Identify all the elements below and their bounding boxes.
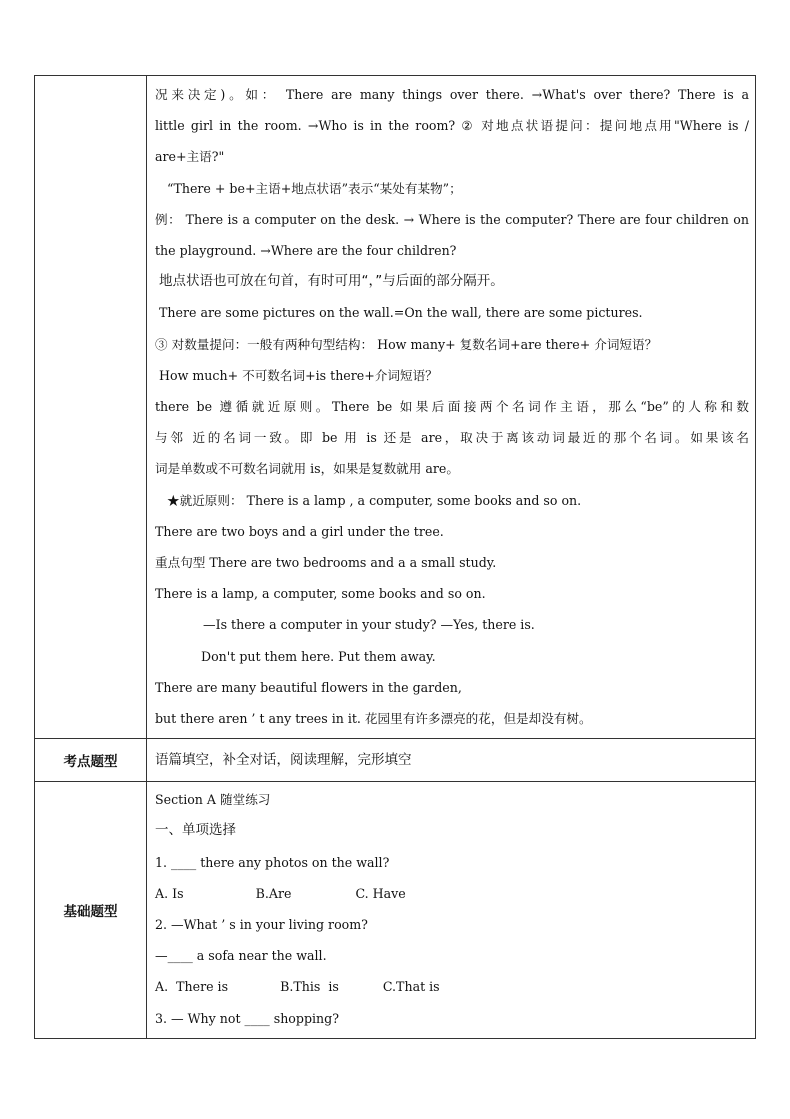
text-line: the playground. →Where are the four children? (155, 243, 457, 259)
grammar-notes-cell (147, 76, 756, 739)
text-line: There are some pictures on the wall.=On the wall, there are some pictures. (159, 305, 643, 321)
text-line: 例： There is a computer on the desk. → Where is the computer? There are four children on (155, 211, 749, 227)
exam-types-cell (147, 739, 756, 782)
text-line: 词是单数或不可数名词就用 is，如果是复数就用 are。 (155, 461, 459, 477)
table-row-exam-types (35, 739, 756, 782)
text-line: There are two boys and a girl under the tree. (155, 523, 444, 539)
options-line: A. There is B.This is C.That is (155, 979, 440, 995)
question-line: 3. — Why not ____ shopping? (155, 1010, 339, 1026)
lesson-plan-table (34, 75, 756, 1039)
section-heading: Section A 随堂练习 (155, 792, 271, 808)
options-line: A. Is B.Are C. Have (155, 885, 406, 901)
question-line: 1. ____ there any photos on the wall? (155, 854, 390, 870)
text-line: Don't put them here. Put them away. (201, 648, 436, 664)
table-row-basic-questions (35, 782, 756, 1039)
text-line: 况来决定)。如： There are many things over there. →What's over there? There is a (155, 87, 749, 102)
row-label-empty (35, 76, 147, 739)
text-line: 与邻 近的名词一致。即 be 用 is 还是 are，取决于离该动词最近的那个名词。如果该名 (155, 430, 749, 446)
question-line: —____ a sofa near the wall. (155, 948, 327, 964)
text-line: “There + be+主语+地点状语”表示“某处有某物”； (167, 180, 462, 196)
text-line: There are many beautiful flowers in the garden, (155, 679, 462, 695)
subsection-heading: 一、单项选择 (155, 822, 236, 839)
text-line: —Is there a computer in your study? —Yes, there is. (203, 617, 535, 633)
text-line: are+主语?" (155, 149, 225, 165)
table-row-grammar-notes (35, 76, 756, 739)
text-line: There is a lamp, a computer, some books and so on. (155, 586, 486, 602)
text-line: ★就近原则： There is a lamp , a computer, some books and so on. (167, 492, 582, 508)
exam-types-text: 语篇填空，补全对话，阅读理解，完形填空 (155, 751, 412, 768)
text-line: but there aren ’ t any trees in it. 花园里有许多漂亮的花，但是却没有树。 (155, 711, 592, 727)
row-label-basic-questions: 基础题型 (35, 782, 147, 1039)
text-line: How much+ 不可数名词+is there+介词短语？ (159, 367, 438, 383)
text-line: little girl in the room. →Who is in the room? ② 对地点状语提问：提问地点用"Where is / (155, 118, 749, 134)
text-line: ③ 对数量提问：一般有两种句型结构： How many+ 复数名词+are there+ 介词短语？ (155, 336, 658, 352)
basic-questions-cell (147, 782, 756, 1039)
text-line: 地点状语也可放在句首，有时可用“，”与后面的部分隔开。 (159, 273, 504, 290)
text-line: 重点句型 There are two bedrooms and a a small study. (155, 555, 497, 571)
row-label-exam-types: 考点题型 (35, 739, 147, 782)
question-line: 2. —What ’ s in your living room? (155, 917, 368, 933)
text-line: there be 遵循就近原则。There be 如果后面接两个名词作主语，那么“be”的人称和数 (155, 399, 749, 415)
